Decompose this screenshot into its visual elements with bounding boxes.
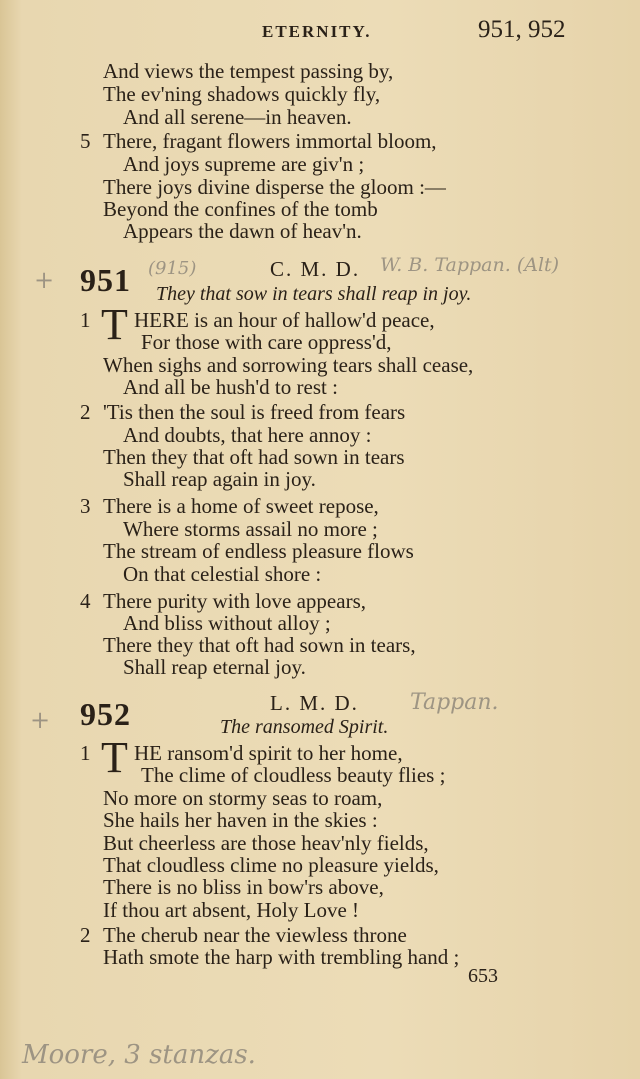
hymn-line: Then they that oft had sown in tears [103, 445, 405, 469]
hymn-number-952: 952 [80, 696, 131, 732]
handwritten-note: Moore, 3 stanzas. [22, 1040, 256, 1070]
verse-number: 1 [80, 308, 91, 332]
verse-number: 2 [80, 923, 91, 947]
hymn-line: And doubts, that here annoy : [123, 423, 372, 447]
handwritten-code: (915) [148, 258, 197, 279]
hymn-line: Shall reap again in joy. [123, 467, 316, 491]
hymn-line: When sighs and sorrowing tears shall cease, [103, 353, 474, 377]
prev-line: There joys divine disperse the gloom :— [103, 175, 446, 199]
prev-line: And all serene—in heaven. [123, 105, 352, 129]
hymn-line: There they that oft had sown in tears, [103, 633, 416, 657]
prev-line: Beyond the confines of the tomb [103, 197, 378, 221]
hymn-line: No more on stormy seas to roam, [103, 786, 383, 810]
prev-line: And views the tempest passing by, [103, 59, 394, 83]
handwritten-author: W. B. Tappan. (Alt) [380, 254, 560, 276]
hymn-line: The clime of cloudless beauty flies ; [141, 763, 446, 787]
hymn-line: The stream of endless pleasure flows [103, 539, 414, 563]
hymn-line: And all be hush'd to rest : [123, 375, 338, 399]
verse-number: 3 [80, 494, 91, 518]
hymn-line: There is a home of sweet repose, [103, 494, 379, 518]
hymn-line: And bliss without alloy ; [123, 611, 331, 635]
drop-cap: T [101, 733, 128, 782]
handwritten-author: Tappan. [410, 690, 499, 715]
hymn-number-951: 951 [80, 262, 131, 298]
hymn-line: Hath smote the harp with trembling hand ; [103, 945, 460, 969]
subtitle-951: They that sow in tears shall reap in joy. [156, 283, 472, 305]
verse-number: 1 [80, 741, 91, 765]
verse-number: 2 [80, 400, 91, 424]
prev-line: There, fragant flowers immortal bloom, [103, 129, 437, 153]
handwritten-plus: + [30, 706, 51, 734]
drop-cap: T [101, 300, 128, 349]
hymn-line: Where storms assail no more ; [123, 517, 378, 541]
verse-number: 4 [80, 589, 91, 613]
hymn-line: 'Tis then the soul is freed from fears [103, 400, 406, 424]
subtitle-952: The ransomed Spirit. [220, 716, 389, 738]
hymn-line: There is no bliss in bow'rs above, [103, 875, 384, 899]
prev-line: The ev'ning shadows quickly fly, [103, 82, 381, 106]
page-number: 653 [468, 965, 498, 987]
hymn-line: HE ransom'd spirit to her home, [134, 741, 403, 765]
running-head: ETERNITY. [262, 22, 372, 41]
hymn-line: For those with care oppress'd, [141, 330, 392, 354]
hymn-line: That cloudless clime no pleasure yields, [103, 853, 439, 877]
hymn-line: There purity with love appears, [103, 589, 366, 613]
hymn-line: HERE is an hour of hallow'd peace, [134, 308, 435, 332]
hymn-line: The cherub near the viewless throne [103, 923, 407, 947]
verse-number: 5 [80, 129, 91, 153]
hymn-line: On that celestial shore : [123, 562, 322, 586]
hymn-line: If thou art absent, Holy Love ! [103, 898, 360, 922]
handwritten-plus: + [34, 266, 55, 294]
meter-952: L. M. D. [270, 691, 359, 715]
hymn-line: Shall reap eternal joy. [123, 655, 306, 679]
prev-line: Appears the dawn of heav'n. [123, 219, 362, 243]
hymn-line: She hails her haven in the skies : [103, 808, 378, 832]
hymn-line: But cheerless are those heav'nly fields, [103, 831, 429, 855]
prev-line: And joys supreme are giv'n ; [123, 152, 365, 176]
page-hymn-numbers: 951, 952 [478, 16, 566, 43]
meter-951: C. M. D. [270, 257, 361, 281]
